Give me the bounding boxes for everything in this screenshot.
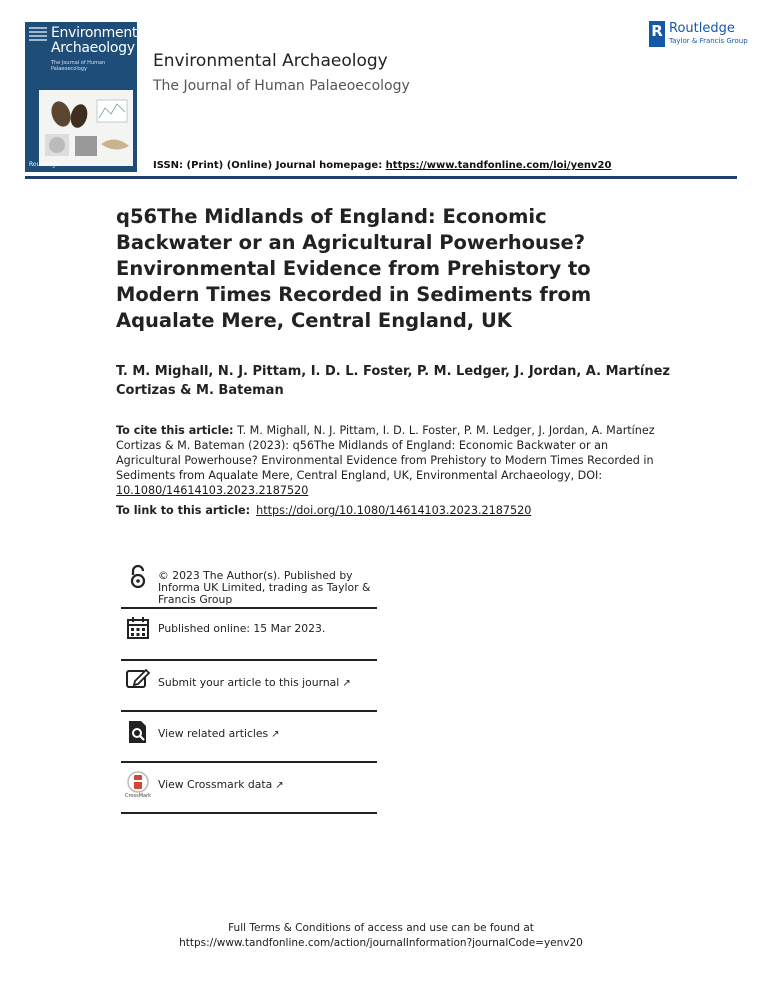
cover-subtitle: The Journal of Human Palaeoecology <box>51 60 106 72</box>
cover-volume-marks <box>29 27 47 45</box>
published-date: Published online: 15 Mar 2023. <box>158 622 326 635</box>
cover-title-line1: Environmental <box>51 25 149 41</box>
link-label: To link to this article: <box>116 504 251 517</box>
related-articles-row[interactable] <box>121 714 377 764</box>
footer-terms-text: Full Terms & Conditions of access and use can be found at <box>228 922 534 934</box>
row-divider <box>121 761 377 763</box>
license-row <box>121 560 377 610</box>
crossmark-row[interactable] <box>121 765 377 815</box>
license-text: © 2023 The Author(s). Published by Informa UK Limited, trading as Taylor & Francis Group <box>158 569 371 606</box>
edit-icon <box>125 666 151 692</box>
cover-title-line2: Archaeology <box>51 40 135 56</box>
article-link-line <box>116 504 531 517</box>
footer-terms-link[interactable]: https://www.tandfonline.com/action/journalInformation?journalCode=yenv20 <box>179 937 583 949</box>
article-title: q56The Midlands of England: Economic Backwater or an Agricultural Powerhouse? Environmental Evidence from Prehistory to Modern Times Recorded in Sediments from Aqualate Mere, Central England, UK <box>116 205 592 332</box>
row-divider <box>121 607 377 609</box>
submit-article-row[interactable] <box>121 663 377 713</box>
routledge-logo <box>649 20 749 50</box>
cover-publisher-mark: Routledge <box>29 161 60 168</box>
routledge-r-mark: R <box>649 21 665 47</box>
cover-illustration <box>39 90 133 166</box>
journal-homepage-link[interactable]: https://www.tandfonline.com/loi/yenv20 <box>385 160 612 171</box>
footer <box>0 921 762 951</box>
issn-prefix: ISSN: (Print) (Online) Journal homepage: <box>153 160 386 171</box>
open-access-icon <box>125 564 151 590</box>
publisher-name: Routledge <box>669 21 735 36</box>
row-divider <box>121 710 377 712</box>
article-doi-link[interactable]: https://doi.org/10.1080/14614103.2023.2187520 <box>256 504 532 517</box>
submit-article-label: Submit your article to this journal <box>158 676 340 689</box>
external-link-icon: ↗ <box>271 729 280 740</box>
search-document-icon <box>125 719 151 745</box>
citation-block <box>116 423 656 498</box>
cover-title <box>51 26 149 56</box>
journal-cover-image <box>25 22 149 172</box>
published-row <box>121 612 377 662</box>
citation-text: T. M. Mighall, N. J. Pittam, I. D. L. Foster, P. M. Ledger, J. Jordan, A. Martínez Cortizas & M. Bateman (2023): q56The Midlands of England: Economic Backwater or an Agricultural Powerhouse? Environmental Evidence from Prehistory to Modern Times Recorded in Sediments from Aqualate Mere, Central England, UK, Environmental Archaeology, DOI: <box>116 424 655 482</box>
calendar-icon <box>125 615 151 641</box>
journal-subtitle: The Journal of Human Palaeoecology <box>153 78 410 94</box>
article-authors: T. M. Mighall, N. J. Pittam, I. D. L. Foster, P. M. Ledger, J. Jordan, A. Martínez Cortizas & M. Bateman <box>116 364 670 398</box>
crossmark-icon-label: CrossMark <box>125 793 152 799</box>
journal-title: Environmental Archaeology <box>153 51 388 71</box>
crossmark-label: View Crossmark data <box>158 778 273 791</box>
crossmark-link[interactable] <box>158 779 382 792</box>
publisher-group: Taylor & Francis Group <box>669 37 748 45</box>
external-link-icon: ↗ <box>342 678 351 689</box>
related-articles-link[interactable] <box>158 728 382 741</box>
external-link-icon: ↗ <box>275 780 284 791</box>
header-divider <box>25 176 737 179</box>
citation-label: To cite this article: <box>116 424 234 437</box>
crossmark-icon <box>125 771 151 797</box>
row-divider <box>121 812 377 814</box>
citation-doi-link[interactable]: 10.1080/14614103.2023.2187520 <box>116 484 309 497</box>
row-divider <box>121 659 377 661</box>
related-articles-label: View related articles <box>158 727 269 740</box>
submit-article-link[interactable] <box>158 677 382 690</box>
issn-line <box>153 160 611 171</box>
